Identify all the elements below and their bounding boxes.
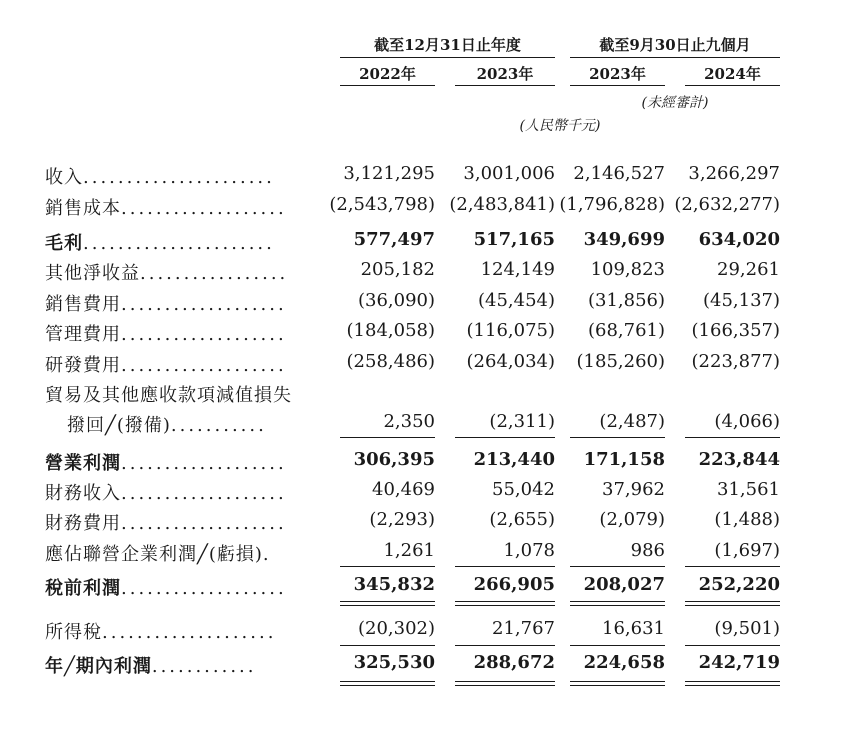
row-label [45, 351, 287, 377]
year-rule-2 [455, 85, 555, 86]
rule-before-pbt [455, 566, 555, 567]
row-label [67, 411, 267, 437]
row-label-text: 研發費用 [45, 355, 121, 376]
row-label-text: 營業利潤 [45, 453, 121, 474]
cell-value: 517,165 [473, 229, 555, 250]
cell-value: 40,469 [372, 479, 435, 500]
row-label [45, 449, 287, 475]
header-rule-group2 [570, 57, 780, 58]
row-label [45, 574, 287, 600]
double-rule-final-a [685, 681, 780, 682]
cell-value: (9,501) [714, 618, 780, 639]
cell-value: 55,042 [492, 479, 555, 500]
double-rule-pbt-a [340, 601, 435, 602]
row-label-text: 銷售成本 [45, 198, 121, 219]
cell-value: 288,672 [473, 652, 555, 673]
row-label [45, 320, 287, 346]
year-rule-1 [340, 85, 435, 86]
row-label-text: 財務收入 [45, 483, 121, 504]
leader-dots: ................... [121, 578, 287, 599]
row-label [45, 259, 288, 285]
rule-before-operating-profit [455, 437, 555, 438]
rule-before-operating-profit [570, 437, 665, 438]
row-label-text: 所得稅 [45, 622, 102, 643]
cell-value: (1,488) [714, 509, 780, 530]
cell-value: (2,543,798) [329, 194, 435, 215]
row-label [45, 381, 292, 407]
year-rule-3 [570, 85, 665, 86]
double-rule-pbt-a [455, 601, 555, 602]
row-label [45, 163, 275, 189]
cell-value: 171,158 [583, 449, 665, 470]
cell-value: 252,220 [698, 574, 780, 595]
cell-value: 2,146,527 [573, 163, 665, 184]
cell-value: 577,497 [353, 229, 435, 250]
row-label [45, 540, 272, 566]
row-label [45, 618, 276, 644]
row-label-text: 管理費用 [45, 324, 121, 345]
leader-dots: .................... [102, 622, 277, 643]
year-header-2023-a: 2023年 [476, 65, 534, 83]
cell-value: (166,357) [691, 320, 780, 341]
cell-value: (1,796,828) [559, 194, 665, 215]
leader-dots: ................... [121, 355, 287, 376]
unit-note: (人民幣千元) [519, 118, 601, 134]
cell-value: 1,078 [503, 540, 555, 561]
row-label-text: 稅前利潤 [45, 578, 121, 599]
row-label-text: 年╱期內利潤 [45, 656, 152, 677]
cell-value: 325,530 [353, 652, 435, 673]
leader-dots: ................... [121, 198, 287, 219]
double-rule-final-a [570, 681, 665, 682]
cell-value: (258,486) [346, 351, 435, 372]
cell-value: (1,697) [714, 540, 780, 561]
cell-value: (264,034) [466, 351, 555, 372]
double-rule-final-b [570, 685, 665, 686]
cell-value: 242,719 [698, 652, 780, 673]
double-rule-pbt-b [455, 605, 555, 606]
cell-value: 986 [630, 540, 665, 561]
row-label-text: 其他淨收益 [45, 263, 140, 284]
cell-value: 223,844 [698, 449, 780, 470]
cell-value: (2,483,841) [449, 194, 555, 215]
cell-value: 224,658 [583, 652, 665, 673]
cell-value: 124,149 [480, 259, 555, 280]
row-label-text: 撥回╱(撥備) [67, 415, 171, 436]
cell-value: 1,261 [383, 540, 435, 561]
leader-dots: ........... [170, 415, 267, 436]
rule-before-pbt [570, 566, 665, 567]
double-rule-final-a [455, 681, 555, 682]
row-label [45, 652, 257, 678]
double-rule-pbt-b [685, 605, 780, 606]
row-label-text: 毛利 [45, 233, 83, 254]
year-rule-4 [685, 85, 780, 86]
cell-value: 208,027 [583, 574, 665, 595]
rule-before-profit [455, 645, 555, 646]
row-label-text: 貿易及其他應收款項減值損失 [45, 385, 292, 406]
cell-value: (45,454) [477, 290, 555, 311]
cell-value: (4,066) [714, 411, 780, 432]
cell-value: (2,487) [599, 411, 665, 432]
cell-value: 109,823 [590, 259, 665, 280]
leader-dots: ................... [121, 294, 287, 315]
row-label-text: 銷售費用 [45, 294, 121, 315]
row-label [45, 290, 287, 316]
cell-value: (68,761) [587, 320, 665, 341]
double-rule-final-b [685, 685, 780, 686]
cell-value: (184,058) [346, 320, 435, 341]
leader-dots: ................... [121, 483, 287, 504]
cell-value: 3,266,297 [688, 163, 780, 184]
leader-dots: ................... [121, 453, 287, 474]
cell-value: (185,260) [576, 351, 665, 372]
double-rule-pbt-a [570, 601, 665, 602]
row-label-text: 財務費用 [45, 513, 121, 534]
cell-value: (31,856) [587, 290, 665, 311]
leader-dots: ................... [121, 324, 287, 345]
year-header-2023-b: 2023年 [589, 65, 646, 83]
cell-value: 306,395 [353, 449, 435, 470]
row-label-text: 應佔聯營企業利潤╱(虧損) [45, 544, 263, 565]
cell-value: (20,302) [357, 618, 435, 639]
rule-before-profit [340, 645, 435, 646]
rule-before-pbt [685, 566, 780, 567]
cell-value: (116,075) [466, 320, 555, 341]
cell-value: (36,090) [357, 290, 435, 311]
leader-dots: ................. [140, 263, 289, 284]
double-rule-final-a [340, 681, 435, 682]
double-rule-pbt-b [570, 605, 665, 606]
leader-dots: ...................... [83, 233, 275, 254]
rule-before-profit [685, 645, 780, 646]
cell-value: 266,905 [473, 574, 555, 595]
cell-value: (2,311) [489, 411, 555, 432]
row-label [45, 509, 287, 535]
row-label-text: 收入 [45, 167, 83, 188]
rule-before-operating-profit [340, 437, 435, 438]
cell-value: (2,655) [489, 509, 555, 530]
row-label [45, 194, 287, 220]
cell-value: 205,182 [360, 259, 435, 280]
cell-value: 3,121,295 [343, 163, 435, 184]
double-rule-final-b [340, 685, 435, 686]
leader-dots: ............ [151, 656, 257, 677]
leader-dots: . [262, 544, 272, 565]
cell-value: 31,561 [717, 479, 780, 500]
rule-before-pbt [340, 566, 435, 567]
leader-dots: ...................... [83, 167, 275, 188]
cell-value: (2,293) [369, 509, 435, 530]
cell-value: 16,631 [602, 618, 665, 639]
double-rule-pbt-b [340, 605, 435, 606]
rule-before-operating-profit [685, 437, 780, 438]
double-rule-pbt-a [685, 601, 780, 602]
row-label [45, 479, 287, 505]
cell-value: (2,632,277) [674, 194, 780, 215]
leader-dots: ................... [121, 513, 287, 534]
cell-value: (223,877) [691, 351, 780, 372]
unaudited-note: (未經審計) [641, 95, 709, 111]
cell-value: 213,440 [473, 449, 555, 470]
cell-value: 345,832 [353, 574, 435, 595]
cell-value: 2,350 [383, 411, 435, 432]
cell-value: 634,020 [698, 229, 780, 250]
double-rule-final-b [455, 685, 555, 686]
cell-value: 3,001,006 [463, 163, 555, 184]
cell-value: (45,137) [702, 290, 780, 311]
year-header-2022: 2022年 [359, 65, 416, 83]
header-rule-group1 [340, 57, 555, 58]
cell-value: 349,699 [583, 229, 665, 250]
cell-value: (2,079) [599, 509, 665, 530]
cell-value: 21,767 [492, 618, 555, 639]
row-label [45, 229, 275, 255]
cell-value: 29,261 [717, 259, 780, 280]
header-group-nine-months: 截至9月30日止九個月 [599, 36, 751, 54]
year-header-2024: 2024年 [704, 65, 761, 83]
header-group-year-ended: 截至12月31日止年度 [374, 36, 521, 54]
rule-before-profit [570, 645, 665, 646]
cell-value: 37,962 [602, 479, 665, 500]
